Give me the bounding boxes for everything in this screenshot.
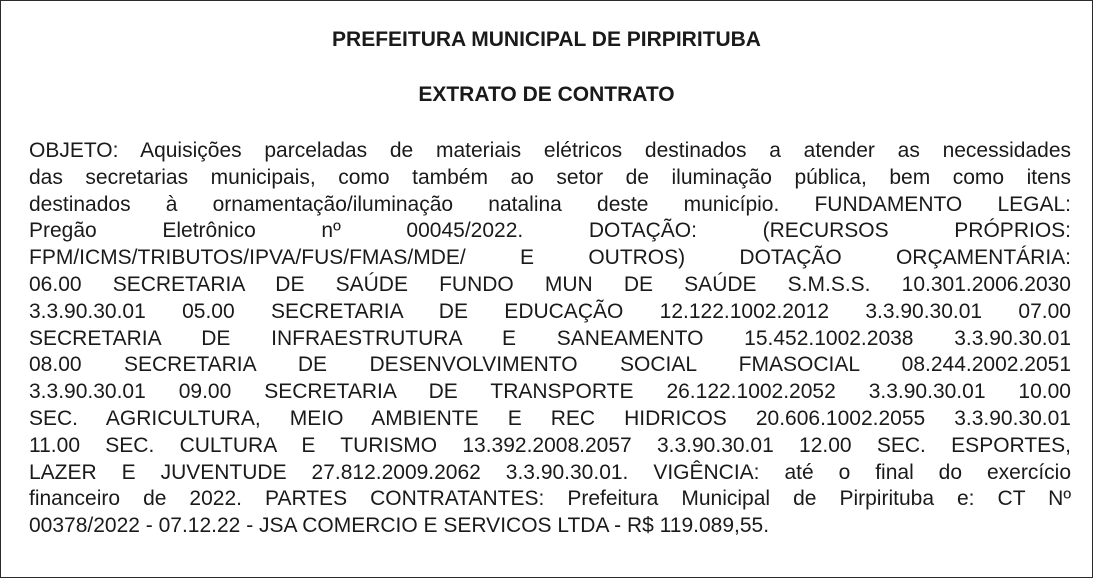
document-type-heading: EXTRATO DE CONTRATO: [418, 83, 675, 106]
body-line-object: OBJETO: Aquisições parceladas de materiais elétricos destinados a atender as necessidades: [29, 139, 1071, 162]
body-line-validity: LAZER E JUVENTUDE 27.812.2009.2062 3.3.90.30.01. VIGÊNCIA: até o final do exercício: [29, 460, 1071, 484]
body-line-contract-value: 00378/2022 - 07.12.22 - JSA COMERCIO E SERVICOS LTDA - R$ 119.089,55.: [29, 514, 770, 538]
body-line-budget: 11.00 SEC. CULTURA E TURISMO 13.392.2008.2057 3.3.90.30.01 12.00 SEC. ESPORTES,: [29, 433, 1071, 457]
body-line-budget: SEC. AGRICULTURA, MEIO AMBIENTE E REC HIDRICOS 20.606.1002.2055 3.3.90.30.01: [29, 406, 1071, 430]
body-line-budget: 08.00 SECRETARIA DE DESENVOLVIMENTO SOCIAL FMASOCIAL 08.244.2002.2051: [29, 353, 1071, 377]
body-line-budget: SECRETARIA DE INFRAESTRUTURA E SANEAMENTO 15.452.1002.2038 3.3.90.30.01: [29, 326, 1071, 350]
body-line-legal-basis: destinados à ornamentação/iluminação natalina deste município. FUNDAMENTO LEGAL:: [29, 192, 1071, 216]
body-line-budget: 06.00 SECRETARIA DE SAÚDE FUNDO MUN DE SAÚDE S.M.S.S. 10.301.2006.2030: [29, 272, 1071, 296]
municipality-heading: PREFEITURA MUNICIPAL DE PIRPIRITUBA: [332, 28, 761, 51]
notice-body: [29, 138, 1071, 540]
body-line-budget: 3.3.90.30.01 05.00 SECRETARIA DE EDUCAÇÃO 12.122.1002.2012 3.3.90.30.01 07.00: [29, 299, 1071, 323]
body-line-parties: financeiro de 2022. PARTES CONTRATANTES: Prefeitura Municipal de Pirpirituba e: CT Nº: [29, 487, 1071, 511]
body-line-tender: Pregão Eletrônico nº 00045/2022. DOTAÇÃO: (RECURSOS PRÓPRIOS:: [29, 219, 1071, 243]
body-line-budget: 3.3.90.30.01 09.00 SECRETARIA DE TRANSPORTE 26.122.1002.2052 3.3.90.30.01 10.00: [29, 380, 1071, 404]
body-line: das secretarias municipais, como também ao setor de iluminação pública, bem como itens: [29, 165, 1071, 189]
body-line-resources: FPM/ICMS/TRIBUTOS/IPVA/FUS/FMAS/MDE/ E OUTROS) DOTAÇÃO ORÇAMENTÁRIA:: [29, 246, 1071, 270]
